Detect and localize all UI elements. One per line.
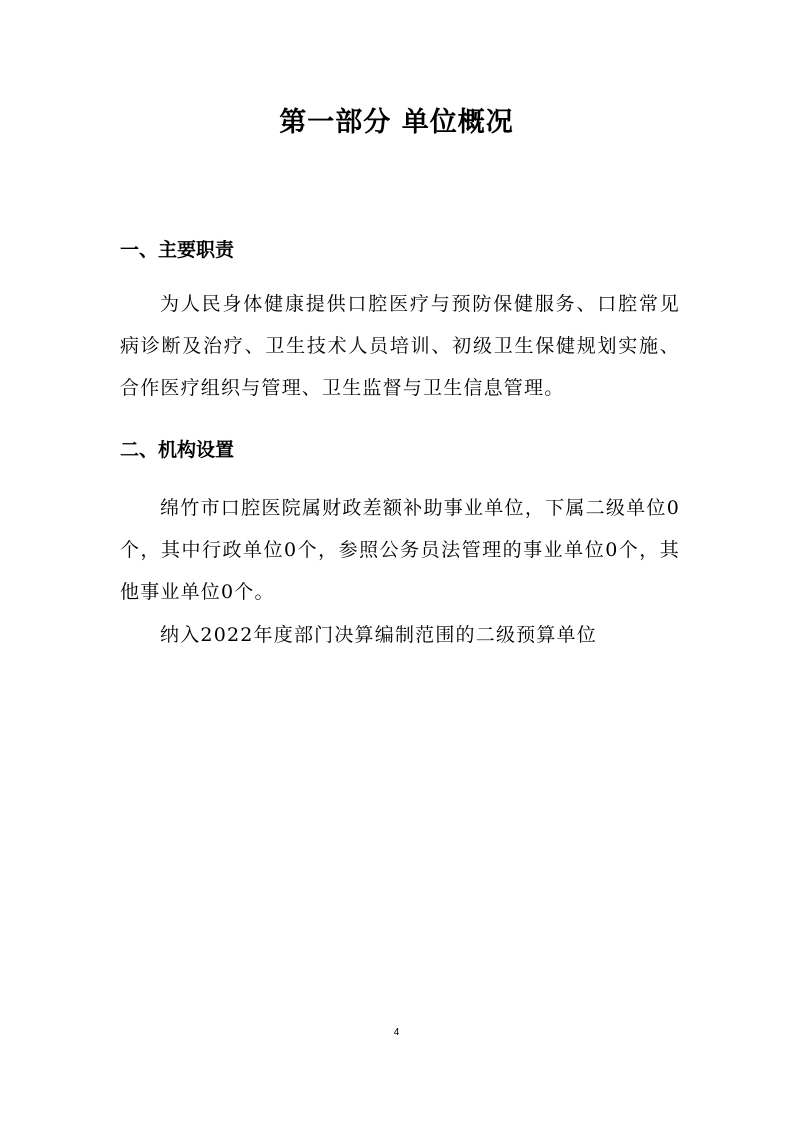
section-heading-main-duties: 一、主要职责	[120, 239, 235, 261]
page-number: 4	[393, 1027, 400, 1038]
paragraph-main-duties: 为人民身体健康提供口腔医疗与预防保健服务、口腔常见病诊断及治疗、卫生技术人员培训、初级卫生保健规划实施、合作医疗组织与管理、卫生监督与卫生信息管理。	[120, 293, 680, 399]
section-heading-organization: 二、机构设置	[120, 439, 235, 461]
page-title: 第一部分 单位概况	[279, 107, 514, 138]
paragraph-budget-units: 纳入2022年度部门决算编制范围的二级预算单位	[160, 624, 597, 646]
paragraph-organization-structure: 绵竹市口腔医院属财政差额补助事业单位，下属二级单位0个，其中行政单位0个，参照公务员法管理的事业单位0个，其他事业单位0个。	[120, 497, 680, 603]
